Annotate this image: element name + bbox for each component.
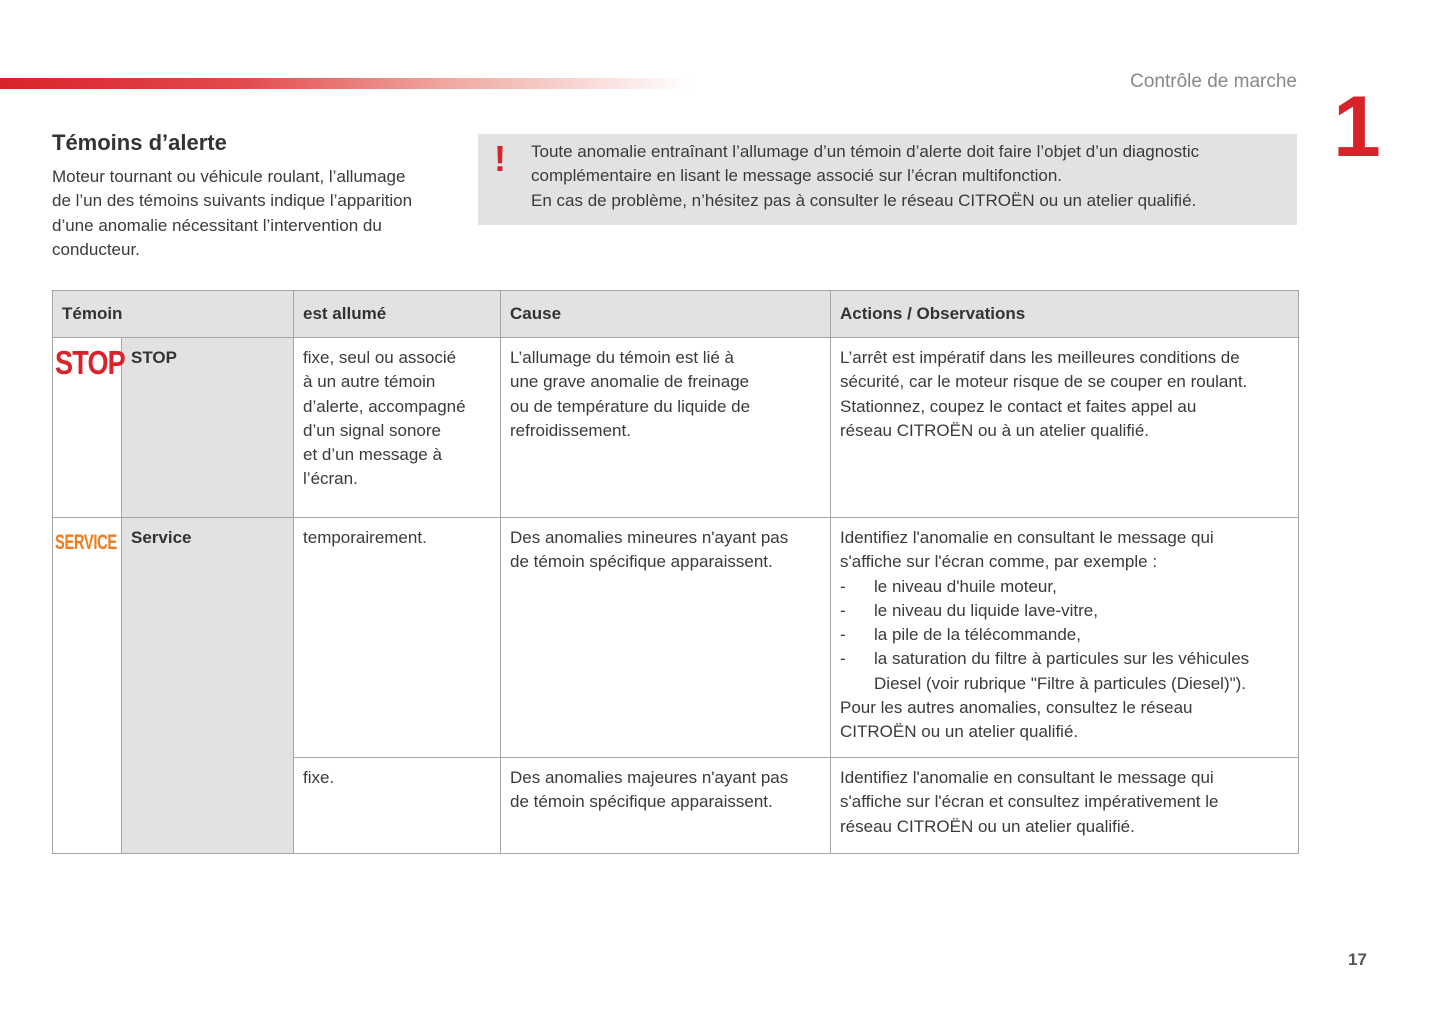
intro-paragraph: Moteur tournant ou véhicule roulant, l’allumage de l’un des témoins suivants indique l’apparition d’une anomalie nécessitant l’intervention du conducteur. xyxy=(52,167,413,259)
stop-cause: L’allumage du témoin est lié à une grave anomalie de freinage ou de température du liquide de refroidissement. xyxy=(501,338,831,518)
service-cause-major: Des anomalies majeures n'ayant pas de témoin spécifique apparaissent. xyxy=(501,758,831,854)
service-actions-major: Identifiez l'anomalie en consultant le message qui s'affiche sur l'écran et consultez impérativement le réseau CITROËN ou un atelier qualifié. xyxy=(831,758,1299,854)
stop-name: STOP xyxy=(122,338,294,518)
table-header-row xyxy=(53,291,1299,338)
service-lit-temporary: temporairement. xyxy=(294,518,501,758)
warning-lights-table xyxy=(52,290,1299,854)
exclamation-icon: ! xyxy=(494,138,506,179)
service-lit-fixed: fixe. xyxy=(294,758,501,854)
service-cause-minor: Des anomalies mineures n'ayant pas de témoin spécifique apparaissent. xyxy=(501,518,831,758)
list-item: - la pile de la télécommande, xyxy=(840,625,1081,645)
section-title: Contrôle de marche xyxy=(1130,71,1297,92)
service-icon-cell xyxy=(53,518,122,854)
service-actions-minor: Identifiez l'anomalie en consultant le message qui s'affiche sur l'écran comme, par exemple : - le niveau d'huile moteur, - le niveau du liquide lave-vitre, - la pile de la télécommande, - la saturation du filtre à particules sur les véhicules Diesel (voir rubrique "Filtre à particules (Diesel)"). Pour les autres anomalies, consultez le réseau CITROËN ou un atelier qualifié. xyxy=(831,518,1299,758)
stop-lit: fixe, seul ou associé à un autre témoin d’alerte, accompagné d’un signal sonore et d’un message à l’écran. xyxy=(294,338,501,518)
table-row-service-temporary xyxy=(53,518,1299,758)
list-item: - la saturation du filtre à particules sur les véhicules Diesel (voir rubrique "Filtre à particules (Diesel)"). xyxy=(840,649,1250,693)
stop-actions: L’arrêt est impératif dans les meilleures conditions de sécurité, car le moteur risque de se couper en roulant. Stationnez, coupez le contact et faites appel au réseau CITROËN ou à un atelier qualifié. xyxy=(831,338,1299,518)
list-item: - le niveau d'huile moteur, xyxy=(840,576,1057,596)
header-est-allume: est allumé xyxy=(294,291,501,338)
service-name: Service xyxy=(122,518,294,854)
header-temoin: Témoin xyxy=(53,291,294,338)
page-heading: Témoins d’alerte xyxy=(52,130,227,155)
service-warning-icon: SERVICE xyxy=(55,531,117,554)
header-cause: Cause xyxy=(501,291,831,338)
stop-icon-cell xyxy=(53,338,125,518)
page-number: 17 xyxy=(1348,950,1367,969)
header-accent-bar xyxy=(0,78,690,89)
stop-warning-icon: STOP xyxy=(55,344,125,381)
warning-text: Toute anomalie entraînant l’allumage d’un témoin d’alerte doit faire l’objet d’un diagnostic complémentaire en lisant le message associé sur l’écran multifonction. En cas de problème, n’hésitez pas à consulter le réseau CITROËN ou un atelier qualifié. xyxy=(531,142,1200,210)
header-actions: Actions / Observations xyxy=(831,291,1299,338)
table-row-stop xyxy=(53,338,1299,518)
chapter-number: 1 xyxy=(1333,79,1381,175)
warning-note xyxy=(478,134,1297,225)
list-item: - le niveau du liquide lave-vitre, xyxy=(840,600,1098,620)
